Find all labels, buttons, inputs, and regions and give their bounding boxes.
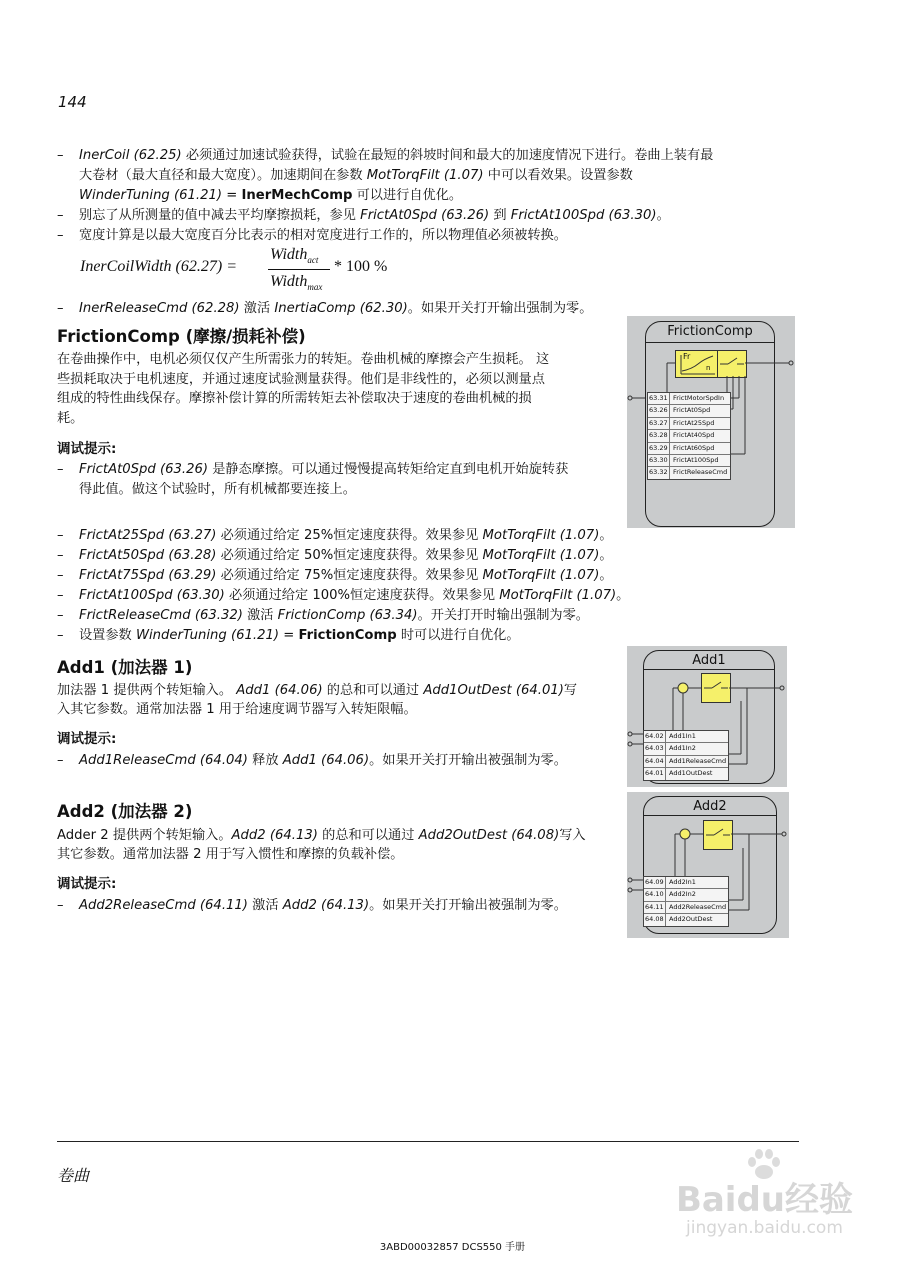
add2-paragraph-line2: 其它参数。通常加法器 2 用于写入惯性和摩擦的负载补偿。 xyxy=(57,847,404,862)
param-name: FrictAt25Spd xyxy=(673,418,715,427)
param-name: FrictAt100Spd xyxy=(673,455,719,464)
formula-rhs: * 100 % xyxy=(334,258,388,275)
param-index: 63.28 xyxy=(648,430,670,441)
fr-label: Fr xyxy=(683,352,691,361)
param-row xyxy=(648,443,730,455)
footer-doc-number: 3ABD00032857 DCS550 手册 xyxy=(379,1242,526,1253)
bullet-dash: – xyxy=(57,548,64,563)
baidu-watermark xyxy=(676,1148,853,1238)
add1-paragraph-line2: 入其它参数。通常加法器 1 用于给速度调节器写入转矩限幅。 xyxy=(57,702,417,717)
text-line: 耗。 xyxy=(57,410,84,426)
block-title: Add1 xyxy=(692,653,726,668)
bullet-dash: – xyxy=(57,528,64,543)
text: 。 xyxy=(599,548,613,563)
bullet-frictat50 xyxy=(79,546,613,566)
param-ref: InerReleaseCmd (62.28) xyxy=(79,301,240,316)
param-ref: InerCoil (62.25) xyxy=(79,148,182,163)
text: act xyxy=(307,255,319,266)
param-index: 64.10 xyxy=(644,889,666,900)
bullet-dash: – xyxy=(57,628,64,643)
bullet-dash: – xyxy=(57,462,64,477)
page-number: 144 xyxy=(58,93,87,111)
text: 75% xyxy=(303,568,334,583)
bullet-dash: – xyxy=(57,208,64,223)
bullet-dash: – xyxy=(57,753,64,768)
text-line: 在卷曲操作中，电机必须仅仅产生所需张力的转矩。卷曲机械的摩擦会产生损耗。 这 xyxy=(57,352,550,367)
text: Adder 2 提供两个转矩输入。 xyxy=(57,828,232,843)
heading-add2: Add2 (加法器 2) xyxy=(57,802,193,821)
param-ref: FrictionComp (63.34) xyxy=(277,608,418,623)
bullet-frictat100 xyxy=(79,586,629,606)
watermark-brand: Baidu经验 xyxy=(675,1180,853,1220)
param-name: Add2In1 xyxy=(669,878,696,886)
bullet-inercoil-line3 xyxy=(79,186,462,206)
param-index: 63.32 xyxy=(648,467,670,478)
text: 激活 xyxy=(242,608,278,623)
param-name: Add1In1 xyxy=(669,732,696,740)
param-ref: MotTorqFilt (1.07) xyxy=(482,528,600,543)
bullet-frictat25 xyxy=(79,526,613,546)
add1-figure xyxy=(627,646,787,787)
param-ref: MotTorqFilt (1.07) xyxy=(482,548,600,563)
heading-frictioncomp: FrictionComp (摩擦/损耗补偿) xyxy=(57,327,306,346)
text: 激活 xyxy=(239,301,275,316)
param-ref: Add2 (64.13) xyxy=(231,828,318,843)
param-ref: MotTorqFilt (1.07) xyxy=(499,588,617,603)
add2-paragraph-line1 xyxy=(57,826,586,846)
add2-figure xyxy=(627,792,789,938)
param-ref: Add2ReleaseCmd (64.11) xyxy=(79,898,248,913)
text: 。 xyxy=(599,528,613,543)
text: 必须通过给定 xyxy=(216,568,304,583)
text: 。 xyxy=(599,568,613,583)
text: = xyxy=(279,628,299,643)
block-title: Add2 xyxy=(693,799,727,814)
text: 。如果开关打开输出被强制为零。 xyxy=(369,753,567,768)
text: 写 xyxy=(563,683,578,698)
bullet-inerrelease xyxy=(79,299,592,319)
param-index: 64.02 xyxy=(644,731,666,742)
hint-heading: 调试提示: xyxy=(57,441,117,457)
param-ref: Add2 (64.13) xyxy=(282,898,370,913)
block-title: FrictionComp xyxy=(667,324,753,339)
param-ref: FrictAt100Spd (63.30) xyxy=(79,588,225,603)
bullet-dash: – xyxy=(57,568,64,583)
text: 恒定速度获得。效果参见 xyxy=(333,568,483,583)
footer-rule xyxy=(57,1141,799,1142)
param-ref: Add2OutDest (64.08) xyxy=(418,828,560,843)
heading-add1: Add1 (加法器 1) xyxy=(57,658,193,677)
param-ref: MotTorqFilt (1.07) xyxy=(366,168,484,183)
param-index: 64.11 xyxy=(644,902,666,913)
formula-numerator xyxy=(270,246,318,265)
bullet-dash: – xyxy=(57,588,64,603)
param-ref: FrictAt25Spd (63.27) xyxy=(79,528,217,543)
formula-denominator xyxy=(270,273,322,292)
param-row xyxy=(644,768,728,779)
add2-param-table xyxy=(643,876,729,927)
param-index: 64.08 xyxy=(644,914,666,925)
param-name: FrictAt0Spd xyxy=(673,406,711,415)
text: 别忘了从所测量的值中减去平均摩擦损耗，参见 xyxy=(79,208,361,223)
text: max xyxy=(307,282,323,293)
text: 释放 xyxy=(247,753,283,768)
param-name: Add1In2 xyxy=(669,744,696,753)
param-index: 63.30 xyxy=(648,455,670,466)
bullet-inercoil-line2 xyxy=(79,166,633,186)
param-ref: Add1OutDest (64.01) xyxy=(423,683,564,698)
text: 。开关打开时输出强制为零。 xyxy=(417,608,589,623)
param-row xyxy=(648,430,730,442)
text: 50% xyxy=(303,548,334,563)
text: = xyxy=(222,188,242,203)
bullet-dash: – xyxy=(57,148,64,163)
param-name: Add2ReleaseCmd xyxy=(669,902,727,911)
param-row xyxy=(648,467,730,478)
text: 必须通过给定 xyxy=(224,588,313,603)
param-ref: Add1 (64.06) xyxy=(282,753,370,768)
bullet-add2release xyxy=(79,896,567,916)
hint-heading: 调试提示: xyxy=(57,731,117,747)
bullet-frictiontuning xyxy=(79,626,520,646)
param-name: Add2OutDest xyxy=(669,915,713,924)
param-row xyxy=(648,405,730,417)
text: 。 xyxy=(656,208,670,223)
param-name: Add2In2 xyxy=(669,890,696,899)
text: 激活 xyxy=(247,898,283,913)
text-line: 组成的特性曲线保存。摩擦补偿计算的所需转矩去补偿取决于速度的卷曲机械的损 xyxy=(57,391,532,406)
text: 设置参数 xyxy=(79,628,136,643)
param-name: FrictMotorSpdIn xyxy=(673,394,725,402)
text: 恒定速度获得。效果参见 xyxy=(333,528,483,543)
param-ref: FrictAt100Spd (63.30) xyxy=(510,208,657,223)
param-ref: WinderTuning (61.21) xyxy=(135,628,279,643)
param-index: 63.26 xyxy=(648,405,670,416)
param-row xyxy=(648,455,730,467)
param-ref: FrictReleaseCmd (63.32) xyxy=(79,608,243,623)
param-ref: FrictAt0Spd (63.26) xyxy=(360,208,490,223)
bullet-inercoil-line1 xyxy=(79,146,713,166)
text: 100% xyxy=(312,588,351,603)
n-label: n xyxy=(706,364,711,372)
param-ref: FrictAt0Spd (63.26) xyxy=(79,462,209,477)
param-row xyxy=(644,756,728,768)
friction-param-table xyxy=(647,392,731,480)
text: 中可以看效果。设置参数 xyxy=(483,168,633,183)
add1-param-table xyxy=(643,730,729,781)
param-ref: Add1ReleaseCmd (64.04) xyxy=(79,753,248,768)
frictioncomp-figure xyxy=(627,316,795,528)
param-row xyxy=(644,743,728,755)
formula-lhs: InerCoilWidth (62.27) = xyxy=(80,258,238,275)
text: 恒定速度获得。效果参见 xyxy=(333,548,483,563)
text: 可以进行自优化。 xyxy=(352,188,463,203)
param-ref: Add1 (64.06) xyxy=(236,683,323,698)
param-ref: FrictAt50Spd (63.28) xyxy=(79,548,217,563)
param-ref: MotTorqFilt (1.07) xyxy=(482,568,600,583)
text: 恒定速度获得。效果参见 xyxy=(350,588,500,603)
param-index: 63.29 xyxy=(648,443,670,454)
footer-section-title: 卷曲 xyxy=(57,1166,90,1185)
text: Width xyxy=(270,273,308,290)
bullet-dash: – xyxy=(57,608,64,623)
param-row xyxy=(648,393,730,405)
param-name: FrictAt40Spd xyxy=(673,431,715,440)
bullet-frictat0-line1 xyxy=(79,460,568,480)
text: 。如果开关打开输出被强制为零。 xyxy=(369,898,567,913)
text: 必须通过给定 xyxy=(216,548,304,563)
text: 到 xyxy=(489,208,511,223)
text-line: 些损耗取决于电机速度，并通过速度试验测量获得。他们是非线性的，必须以测量点 xyxy=(57,371,545,387)
param-index: 63.27 xyxy=(648,418,670,429)
text: Width xyxy=(270,246,308,263)
bullet-frictrelease xyxy=(79,606,589,626)
text: 必须通过加速试验获得，试验在最短的斜坡时间和最大的加速度情况下进行。卷曲上装有最 xyxy=(181,148,714,163)
bullet-friction-subtract xyxy=(79,206,670,226)
text: 时可以进行自优化。 xyxy=(396,628,520,643)
text: 写入 xyxy=(559,828,586,843)
param-row xyxy=(644,731,728,743)
param-index: 64.03 xyxy=(644,743,666,754)
text: 。如果开关打开输出强制为零。 xyxy=(407,301,593,316)
text: 的总和可以通过 xyxy=(317,828,419,843)
bullet-dash: – xyxy=(57,228,64,243)
param-ref: WinderTuning (61.21) xyxy=(79,188,223,203)
add1-paragraph-line1 xyxy=(57,681,577,701)
param-index: 64.04 xyxy=(644,756,666,767)
text: 加法器 1 提供两个转矩输入。 xyxy=(57,683,237,698)
value-bold: FrictionComp xyxy=(298,628,397,643)
fraction-bar xyxy=(268,269,330,270)
param-row xyxy=(644,889,728,901)
bullet-dash: – xyxy=(57,301,64,316)
param-index: 64.09 xyxy=(644,877,666,888)
bullet-frictat75 xyxy=(79,566,613,586)
param-row xyxy=(644,877,728,889)
value-bold: InerMechComp xyxy=(241,188,353,203)
param-name: FrictAt60Spd xyxy=(673,443,715,452)
bullet-frictat0-line2: 得此值。做这个试验时，所有机械都要连接上。 xyxy=(79,482,356,497)
param-ref: InertiaComp (62.30) xyxy=(274,301,408,316)
param-name: Add1ReleaseCmd xyxy=(669,756,727,765)
bullet-dash: – xyxy=(57,898,64,913)
bullet-add1release xyxy=(79,751,567,771)
text: 。 xyxy=(616,588,630,603)
text: 的总和可以通过 xyxy=(322,683,424,698)
text: 必须通过给定 xyxy=(216,528,304,543)
param-name: Add1OutDest xyxy=(669,769,713,778)
watermark-url: jingyan.baidu.com xyxy=(686,1218,843,1238)
bullet-width-calc: 宽度计算是以最大宽度百分比表示的相对宽度进行工作的，所以物理值必须被转换。 xyxy=(79,228,567,243)
text: 大卷材（最大直径和最大宽度）。加速期间在参数 xyxy=(79,168,367,183)
param-row xyxy=(644,914,728,925)
text: 25% xyxy=(303,528,334,543)
param-name: FrictReleaseCmd xyxy=(673,468,728,477)
param-index: 63.31 xyxy=(648,393,670,404)
param-row xyxy=(648,418,730,430)
param-ref: FrictAt75Spd (63.29) xyxy=(79,568,217,583)
param-row xyxy=(644,902,728,914)
paw-icon xyxy=(744,1148,784,1182)
hint-heading: 调试提示: xyxy=(57,876,117,892)
paragraph-friction xyxy=(57,350,549,428)
param-index: 64.01 xyxy=(644,768,666,779)
text: 是静态摩擦。可以通过慢慢提高转矩给定直到电机开始旋转获 xyxy=(208,462,569,477)
